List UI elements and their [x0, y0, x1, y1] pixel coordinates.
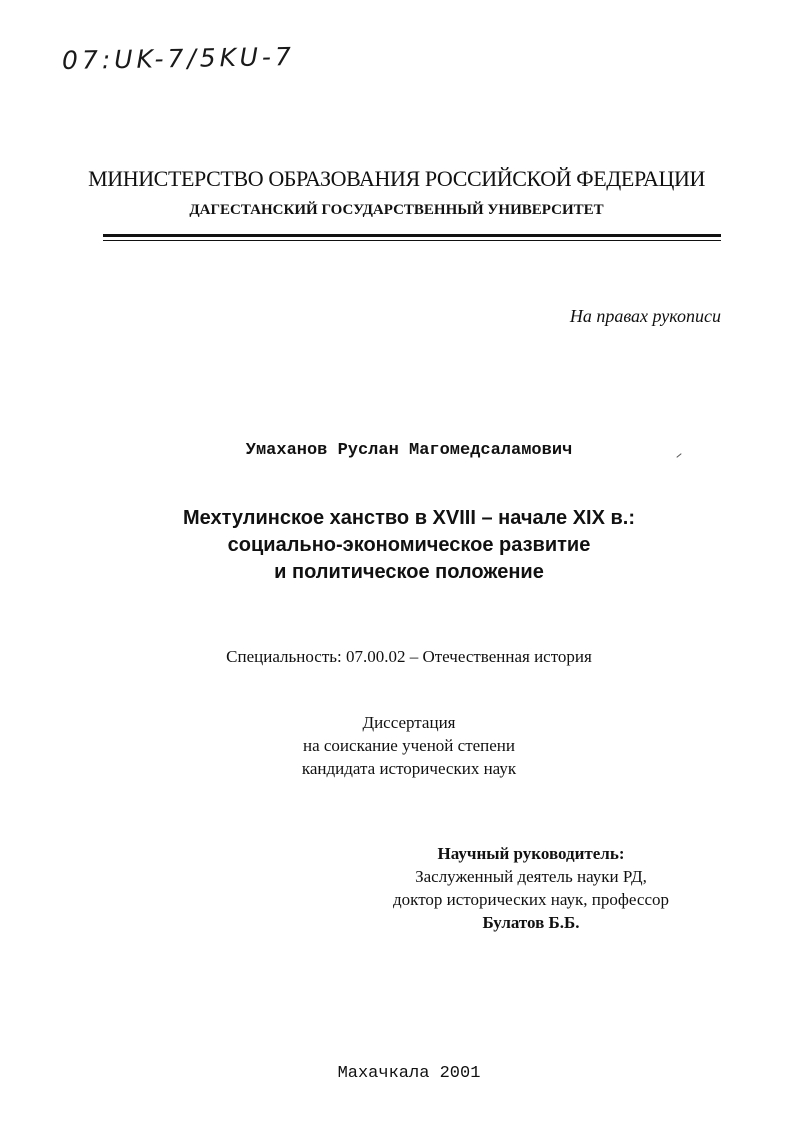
- supervisor-name: Булатов Б.Б.: [482, 913, 580, 932]
- ministry-heading: МИНИСТЕРСТВО ОБРАЗОВАНИЯ РОССИЙСКОЙ ФЕДЕРАЦИИ: [88, 166, 705, 191]
- dissertation-title-line-2: социально-экономическое развитие: [227, 534, 591, 556]
- city-year: Махачкала 2001: [337, 1064, 481, 1083]
- supervisor-title-line-1: Заслуженный деятель науки РД,: [415, 867, 647, 886]
- dissertation-title-line-1: Мехтулинское ханство в XVIII – начале XIX в.:: [183, 507, 635, 529]
- author-name: Умаханов Руслан Магомедсаламович: [245, 441, 573, 460]
- degree-line-3: кандидата исторических наук: [301, 759, 517, 778]
- university-heading: ДАГЕСТАНСКИЙ ГОСУДАРСТВЕННЫЙ УНИВЕРСИТЕТ: [189, 202, 604, 218]
- specialty-line: Специальность: 07.00.02 – Отечественная история: [226, 647, 592, 666]
- handwritten-archive-code: 07:UK-7/5KU-7: [61, 41, 296, 76]
- header-rule-thick: [103, 234, 721, 237]
- manuscript-note: На правах рукописи: [569, 306, 721, 326]
- header-rule-thin: [103, 240, 721, 241]
- supervisor-heading: Научный руководитель:: [437, 844, 625, 863]
- dissertation-title-line-3: и политическое положение: [274, 561, 544, 583]
- degree-line-1: Диссертация: [362, 713, 456, 732]
- supervisor-title-line-2: доктор исторических наук, профессор: [393, 890, 669, 909]
- degree-line-2: на соискание ученой степени: [302, 736, 516, 755]
